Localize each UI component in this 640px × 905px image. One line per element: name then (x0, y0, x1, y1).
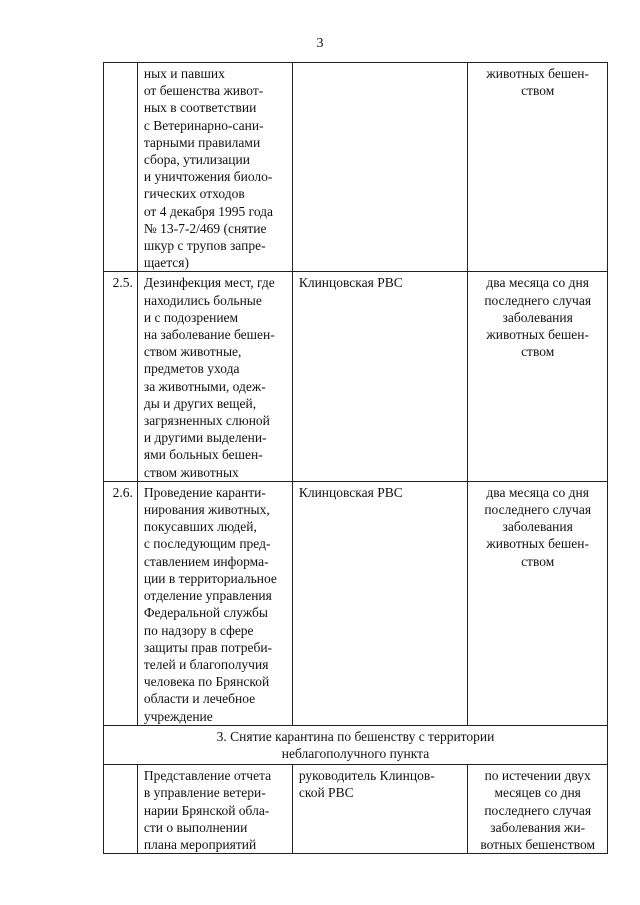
measure-cell-line: по надзору в сфере (143, 622, 254, 638)
deadline-cell-line: два месяца со дня (486, 484, 589, 500)
deadline-cell-line: заболевания (502, 309, 573, 325)
measure-cell-line: нарии Брянской обла- (143, 802, 270, 818)
item-number (104, 765, 138, 854)
deadline-cell-line: животных бешен- (486, 327, 589, 343)
measure-cell-line: Проведение каранти- (143, 484, 266, 500)
table-row (104, 272, 608, 481)
measure-cell-line: шкур с трупов запре- (143, 238, 266, 254)
measure-cell-line: на заболевание бешен- (143, 327, 275, 343)
measure-cell-line: и другими выделени- (143, 430, 267, 446)
measure-cell-line: с Ветеринарно-сани- (143, 117, 264, 133)
section-heading-line: неблагополучного пункта (281, 745, 430, 761)
section-heading-line: 3. Снятие карантина по бешенству с территории (216, 728, 495, 744)
deadline-cell-line: животных бешен- (486, 536, 589, 552)
deadline-cell-line: месяцев со дня (494, 785, 581, 801)
item-number: 2.6. (104, 481, 138, 725)
section-heading-row (104, 725, 608, 764)
measure-cell-line: сбора, утилизации (143, 152, 250, 168)
measure-cell-line: загрязненных слюной (143, 413, 270, 429)
measure-cell-line: ством животных (143, 464, 239, 480)
measure-cell (137, 272, 292, 481)
measure-cell-line: от бешенства живот- (143, 83, 264, 99)
measure-cell-line: покусавших людей, (143, 519, 257, 535)
measure-cell-line: области и лечебное (143, 691, 256, 707)
responsible-cell (292, 63, 468, 272)
table-row (104, 481, 608, 725)
deadline-cell-line: последнего случая (484, 502, 592, 518)
deadline-cell (468, 272, 608, 481)
measure-cell-line: Федеральной службы (143, 605, 268, 621)
measure-cell-line: за животными, одеж- (143, 378, 266, 394)
measure-cell-line: ных в соответствии (143, 100, 257, 116)
measure-cell-line: Представление отчета (143, 768, 272, 784)
responsible-cell (292, 481, 468, 725)
measures-table (103, 62, 608, 854)
page-number: 3 (316, 36, 324, 51)
deadline-cell-line: ством (521, 344, 555, 360)
measure-cell-line: ции в территориальное (143, 570, 277, 586)
measure-cell-line: гических отходов (143, 186, 245, 202)
measure-cell-line: отделение управления (143, 588, 272, 604)
measure-cell-line: сти о выполнении (143, 819, 248, 835)
measure-cell-line: находились больные (143, 292, 262, 308)
measure-cell-line: ством животные, (143, 344, 242, 360)
measure-cell-line: ды и других вещей, (143, 395, 257, 411)
responsible-cell-line: Клинцовская РВС (298, 484, 403, 500)
table-row (104, 63, 608, 272)
measure-cell-line: тарными правилами (143, 134, 261, 150)
measure-cell-line: и уничтожения биоло- (143, 169, 273, 185)
responsible-cell-line: руководитель Клинцов- (298, 768, 435, 784)
measure-cell-line: щается) (143, 255, 189, 271)
measure-cell-line: защиты прав потреби- (143, 639, 273, 655)
measure-cell-line: учреждение (143, 708, 213, 724)
deadline-cell-line: ством (521, 553, 555, 569)
deadline-cell-line: по истечении двух (484, 768, 591, 784)
measure-cell (137, 63, 292, 272)
measure-cell-line: с последующим пред- (143, 536, 271, 552)
measure-cell-line: № 13-7-2/469 (снятие (143, 220, 267, 236)
deadline-cell-line: заболевания жи- (490, 819, 586, 835)
measure-cell-line: предметов ухода (143, 361, 240, 377)
deadline-cell-line: животных бешен- (486, 66, 589, 81)
table-row (104, 765, 608, 854)
deadline-cell-line: два месяца со дня (486, 275, 589, 291)
measure-cell-line: ставлением информа- (143, 553, 269, 569)
measure-cell-line: плана мероприятий (143, 836, 257, 852)
deadline-cell-line: заболевания (502, 519, 573, 535)
deadline-cell-line: вотных бешенством (480, 836, 596, 852)
item-number (104, 63, 138, 272)
responsible-cell-line: ской РВС (298, 785, 354, 801)
measure-cell-line: ных и павших (143, 66, 225, 81)
measure-cell-line: в управление ветери- (143, 785, 266, 801)
deadline-cell (468, 481, 608, 725)
deadline-cell-line: ством (521, 83, 555, 99)
deadline-cell (468, 765, 608, 854)
responsible-cell (292, 272, 468, 481)
responsible-cell-line: Клинцовская РВС (298, 275, 403, 291)
measure-cell-line: человека по Брянской (143, 674, 270, 690)
responsible-cell (292, 765, 468, 854)
measure-cell (137, 765, 292, 854)
item-number: 2.5. (104, 272, 138, 481)
measure-cell-line: и с подозрением (143, 309, 239, 325)
measure-cell-line: ями больных бешен- (143, 447, 263, 463)
measure-cell-line: Дезинфекция мест, где (143, 275, 275, 291)
section-heading (104, 725, 608, 764)
measure-cell (137, 481, 292, 725)
measure-cell-line: от 4 декабря 1995 года (143, 203, 274, 219)
deadline-cell-line: последнего случая (484, 292, 592, 308)
deadline-cell (468, 63, 608, 272)
measure-cell-line: нирования животных, (143, 502, 270, 518)
measure-cell-line: телей и благополучия (143, 656, 269, 672)
deadline-cell-line: последнего случая (484, 802, 592, 818)
